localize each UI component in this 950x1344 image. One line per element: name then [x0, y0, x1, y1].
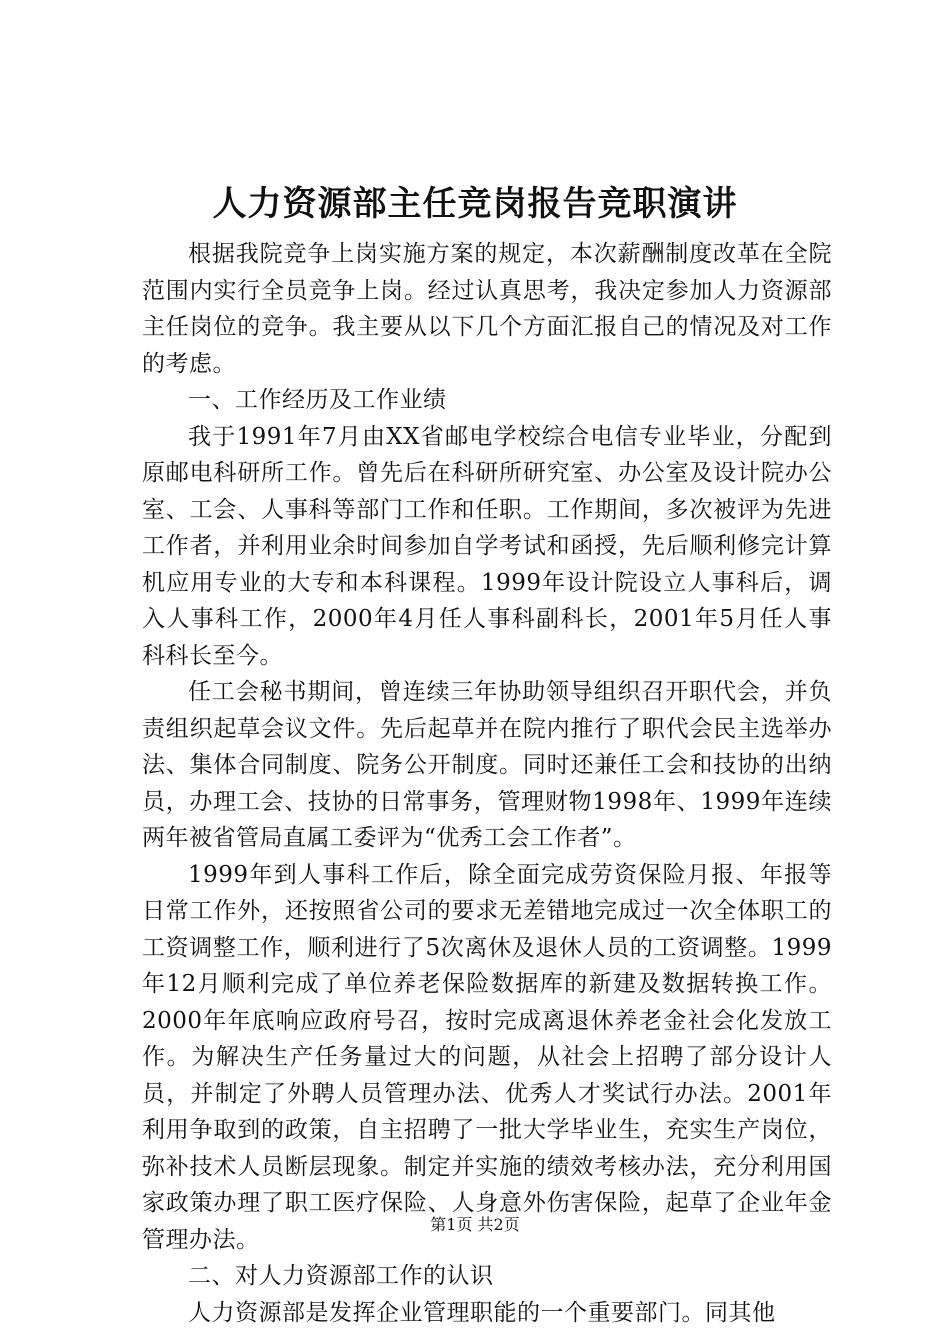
document-body [142, 236, 832, 1331]
paragraph-hr-work: 1999年到人事科工作后，除全面完成劳资保险月报、年报等日常工作外，还按照省公司的要求无差错地完成过一次全体职工的工资调整工作，顺利进行了5次离休及退休人员的工资调整。1999年12月顺利完成了单位养老保险数据库的新建及数据转换工作。2000年年底响应政府号召，按时完成离退休养老金社会化发放工作。为解决生产任务量过大的问题，从社会上招聘了部分设计人员，并制定了外聘人员管理办法、优秀人才奖试行办法。2001年利用争取到的政策，自主招聘了一批大学毕业生，充实生产岗位，弥补技术人员断层现象。制定并实施的绩效考核办法，充分利用国家政策办理了职工医疗保险、人身意外伤害保险，起草了企业年金管理办法。 [142, 861, 832, 1253]
paragraph-intro: 根据我院竞争上岗实施方案的规定，本次薪酬制度改革在全院范围内实行全员竞争上岗。经过认真思考，我决定参加人力资源部主任岗位的竞争。我主要从以下几个方面汇报自己的情况及对工作的考虑。 [142, 241, 832, 377]
paragraph-hr-role: 人力资源部是发挥企业管理职能的一个重要部门。同其他 [188, 1299, 776, 1326]
paragraph-union: 任工会秘书期间，曾连续三年协助领导组织召开职代会，并负责组织起草会议文件。先后起草并在院内推行了职代会民主选举办法、集体合同制度、院务公开制度。同时还兼任工会和技协的出纳员，办理工会、技协的日常事务，管理财物1998年、1999年连续两年被省管局直属工委评为“优秀工会工作者”。 [142, 679, 832, 851]
document-title: 人力资源部主任竞岗报告竞职演讲 [212, 184, 738, 224]
section-heading-1: 一、工作经历及工作业绩 [188, 387, 447, 413]
paragraph-experience: 我于1991年7月由XX省邮电学校综合电信专业毕业，分配到原邮电科研所工作。曾先后在科研所研究室、办公室及设计院办公室、工会、人事科等部门工作和任职。工作期间，多次被评为先进工作者，并利用业余时间参加自学考试和函授，先后顺利修完计算机应用专业的大专和本科课程。1999年设计院设立人事科后，调入人事科工作，2000年4月任人事科副科长，2001年5月任人事科科长至今。 [142, 423, 832, 669]
page-footer: 第1页 共2页 [430, 1215, 520, 1234]
section-heading-2: 二、对人力资源部工作的认识 [188, 1263, 494, 1289]
